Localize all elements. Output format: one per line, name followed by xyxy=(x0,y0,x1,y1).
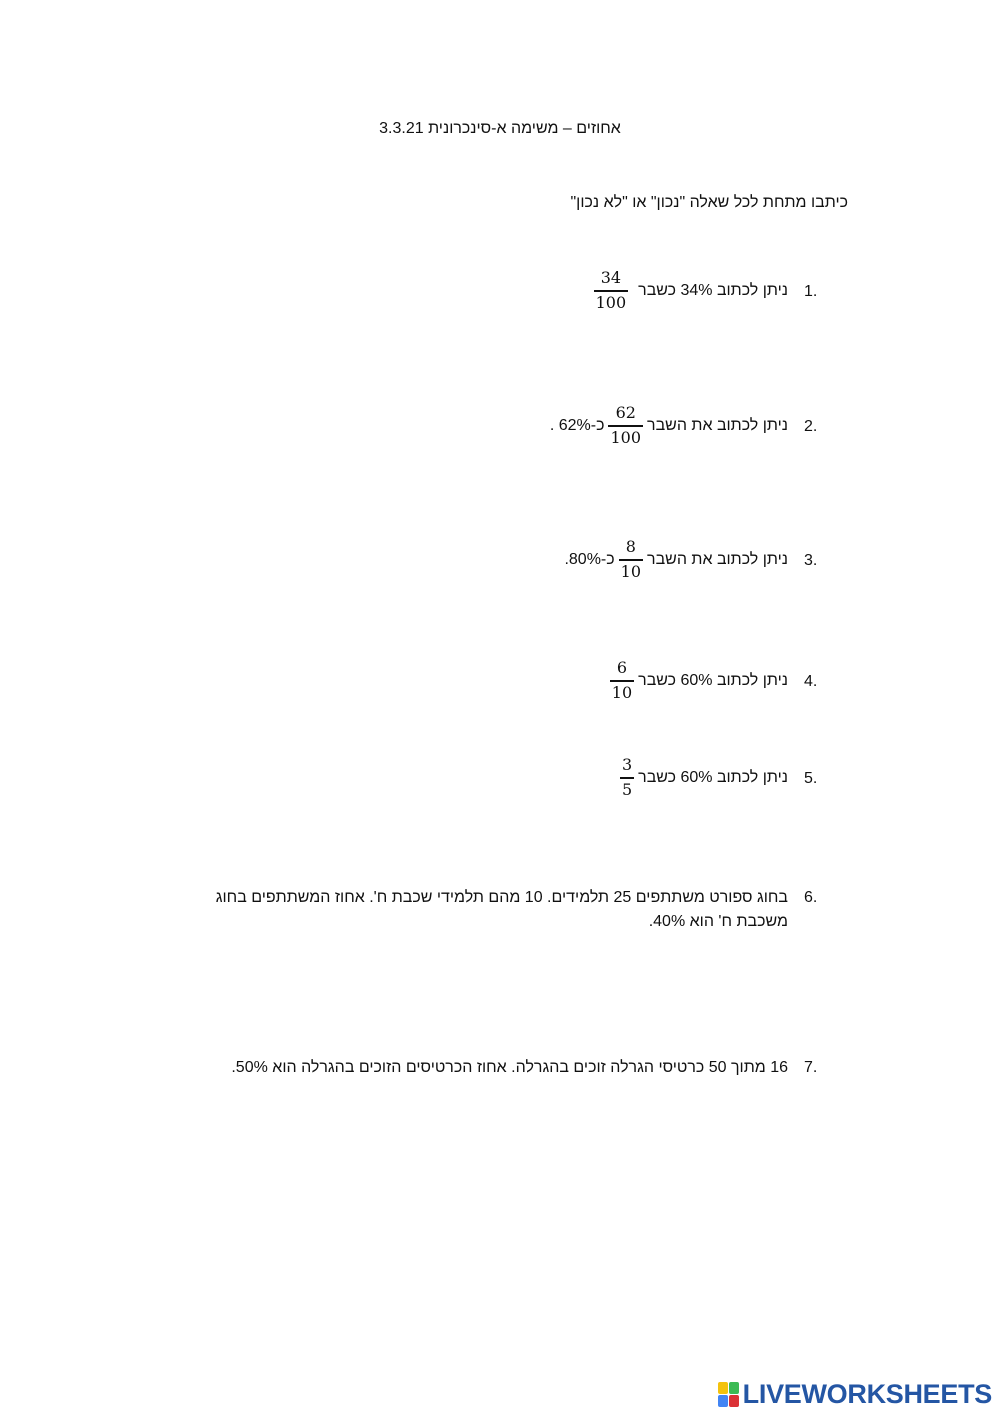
fraction-denominator: 5 xyxy=(621,779,633,799)
question-1-text: ניתן לכתוב 34% כשבר xyxy=(638,282,788,299)
question-2 xyxy=(550,400,788,452)
fraction-numerator: 3 xyxy=(621,755,633,775)
question-2-number: 2. xyxy=(804,418,818,435)
logo-text: LIVEWORKSHEETS xyxy=(742,1378,992,1409)
question-4-number: 4. xyxy=(804,673,818,690)
fraction-numerator: 8 xyxy=(625,537,636,557)
fraction-numerator: 6 xyxy=(616,658,628,678)
question-1-number: 1. xyxy=(804,283,818,300)
question-5-fraction xyxy=(620,757,634,798)
question-2-text: ניתן לכתוב את השבר xyxy=(647,417,788,434)
question-7-text: 16 מתוך 50 כרטיסי הגרלה זוכים בהגרלה. אחוז הכרטיסים הזוכים בהגרלה הוא 50%. xyxy=(231,1059,788,1076)
logo-square-green xyxy=(729,1382,739,1394)
question-1-fraction xyxy=(594,270,629,311)
question-2-suffix: כ-62% . xyxy=(549,417,605,434)
question-1 xyxy=(590,265,788,317)
question-4 xyxy=(606,655,788,707)
question-5-number: 5. xyxy=(804,770,818,787)
instruction-text: כיתבו מתחת לכל שאלה "נכון" או "לא נכון" xyxy=(570,194,848,211)
page-title: אחוזים – משימה א-סינכרונית 3.3.21 xyxy=(379,120,621,137)
question-5 xyxy=(616,752,788,804)
question-6-text: בחוג ספורט משתתפים 25 תלמידים. 10 מהם תלמידי שכבת ח'. אחוז המשתתפים בחוג משכבת ח' הוא 40%. xyxy=(215,889,788,930)
liveworksheets-logo xyxy=(718,1378,992,1410)
logo-square-blue xyxy=(718,1395,728,1407)
question-5-text: ניתן לכתוב 60% כשבר xyxy=(638,769,788,786)
question-3-suffix: כ-80%. xyxy=(564,551,615,568)
question-4-fraction xyxy=(610,660,634,701)
question-6-number: 6. xyxy=(804,889,818,906)
fraction-denominator: 100 xyxy=(595,292,627,312)
question-7-number: 7. xyxy=(804,1059,818,1076)
fraction-denominator: 10 xyxy=(620,561,642,581)
question-3-text: ניתן לכתוב את השבר xyxy=(647,551,788,568)
question-4-text: ניתן לכתוב 60% כשבר xyxy=(638,672,788,689)
fraction-denominator: 100 xyxy=(610,427,642,447)
question-2-fraction xyxy=(608,405,643,446)
fraction-numerator: 34 xyxy=(600,268,622,288)
logo-mark-icon xyxy=(718,1382,739,1407)
question-3 xyxy=(564,534,788,586)
fraction-denominator: 10 xyxy=(611,682,633,702)
logo-square-yellow xyxy=(718,1382,728,1394)
fraction-numerator: 62 xyxy=(615,403,636,423)
question-3-fraction xyxy=(619,539,643,580)
logo-square-red xyxy=(729,1395,739,1407)
question-3-number: 3. xyxy=(804,552,818,569)
